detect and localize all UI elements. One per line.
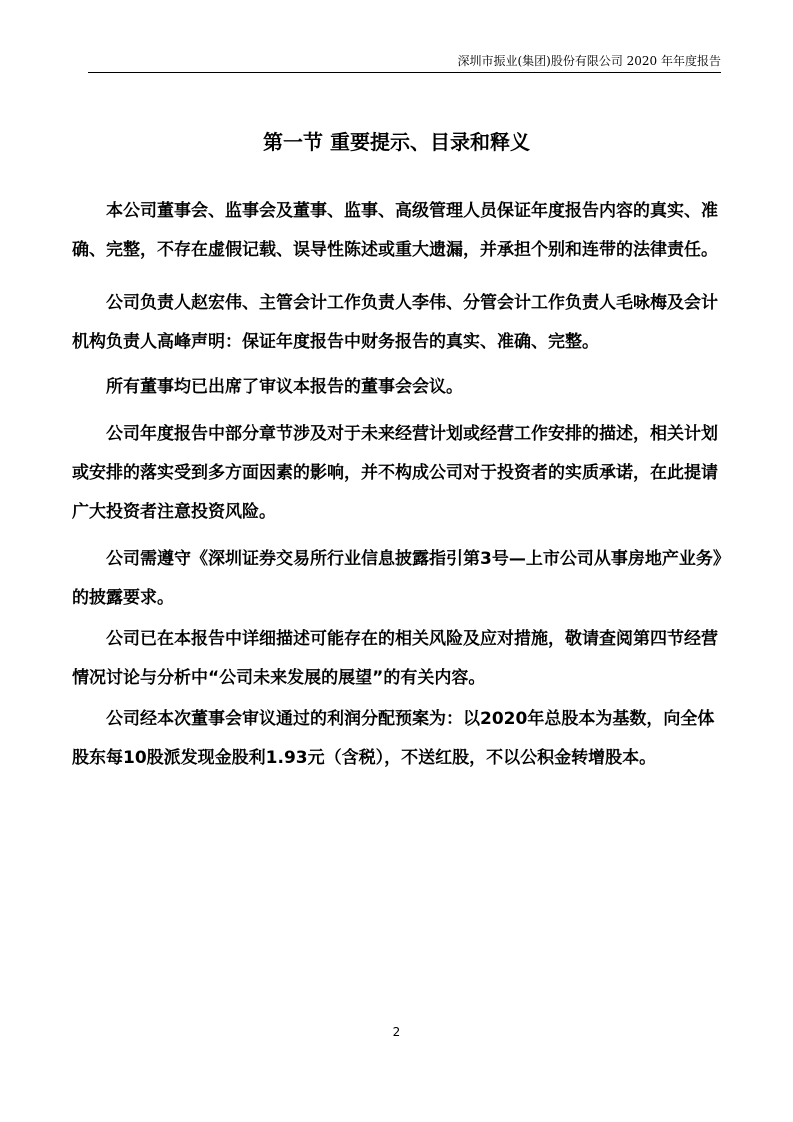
paragraph-forward-looking-risk: 公司年度报告中部分章节涉及对于未来经营计划或经营工作安排的描述，相关计划或安排的落实受到多方面因素的影响，并不构成公司对于投资者的实质承诺，在此提请广大投资者注意投资风险。 [72, 424, 718, 522]
running-header [88, 52, 721, 73]
important-notice-body [72, 192, 722, 778]
page-number: 2 [392, 1025, 401, 1039]
paragraph-risk-reference: 公司已在本报告中详细描述可能存在的相关风险及应对措施，敬请查阅第四节经营情况讨论与分析中“公司未来发展的展望”的有关内容。 [72, 629, 718, 688]
paragraph-disclosure-guideline: 公司需遵守《深圳证券交易所行业信息披露指引第3号—上市公司从事房地产业务》的披露要求。 [72, 549, 722, 608]
paragraph-profit-distribution: 公司经本次董事会审议通过的利润分配预案为：以2020年总股本为基数，向全体股东每10股派发现金股利1.93元（含税），不送红股，不以公积金转增股本。 [72, 709, 715, 768]
paragraph-directors-attendance: 所有董事均已出席了审议本报告的董事会会议。 [106, 377, 463, 397]
paragraph-board-guarantee: 本公司董事会、监事会及董事、监事、高级管理人员保证年度报告内容的真实、准确、完整，不存在虚假记载、误导性陈述或重大遗漏，并承担个别和连带的法律责任。 [72, 201, 718, 260]
paragraph-responsible-persons: 公司负责人赵宏伟、主管会计工作负责人李伟、分管会计工作负责人毛咏梅及会计机构负责人高峰声明：保证年度报告中财务报告的真实、准确、完整。 [72, 293, 718, 352]
header-text: 深圳市振业(集团)股份有限公司 2020 年年度报告 [457, 54, 721, 68]
section-title: 第一节 重要提示、目录和释义 [263, 130, 530, 154]
